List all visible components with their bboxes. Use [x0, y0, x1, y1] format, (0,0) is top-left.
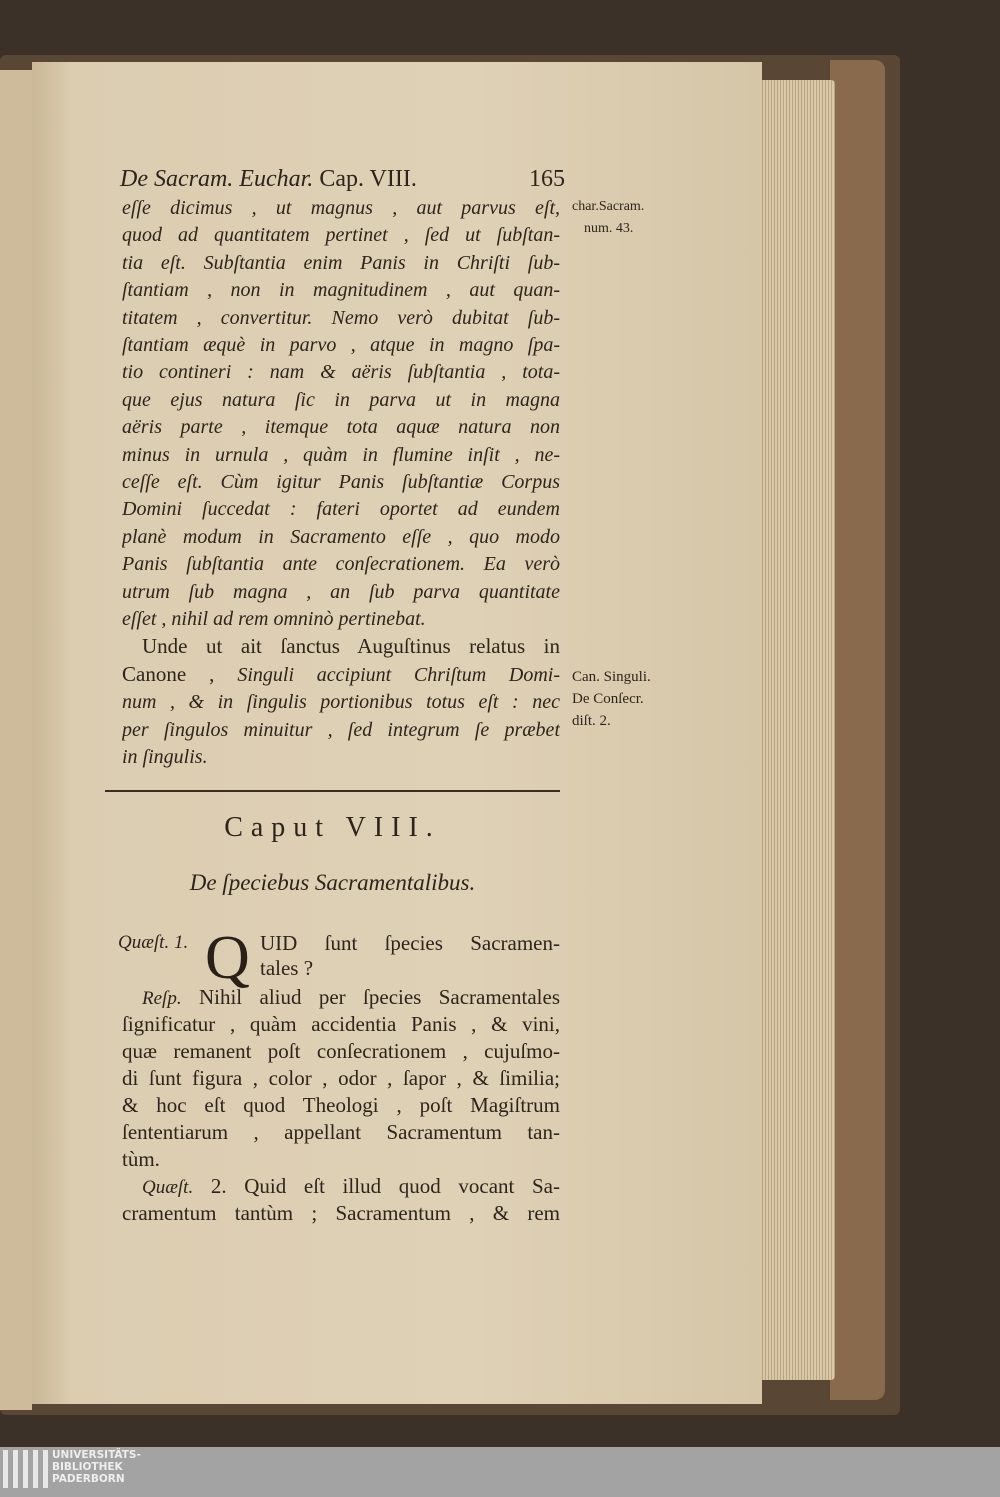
text-line: ceſſe eſt. Cùm igitur Panis ſubſtantiæ Corpus	[122, 471, 560, 493]
margin-note-2	[572, 666, 651, 732]
drop-cap: Q	[205, 924, 250, 992]
chapter-heading: Caput VIII.	[224, 812, 441, 843]
text-line	[122, 662, 560, 687]
text-line: ſtantiam , non in magnitudinem , aut quan-	[122, 279, 560, 302]
book-spine-edge	[830, 60, 885, 1400]
roman-text: Unde ut ait ſanctus Auguſtinus relatus in	[142, 634, 560, 659]
italic-text: num , & in ſingulis portionibus totus eſt : nec	[122, 691, 560, 714]
text-line	[142, 634, 560, 658]
text-line: utrum ſub magna , an ſub parva quantitate	[122, 580, 560, 603]
roman-text: quæ remanent poſt conſecrationem , cujuſmo-	[122, 1039, 560, 1063]
text-line	[122, 1120, 560, 1146]
text-line: ſtantiam æquè in parvo , atque in magno ſpa-	[122, 334, 560, 356]
library-logo-text	[52, 1449, 141, 1485]
roman-text: di ſunt figura , color , odor , ſapor , & ſimilia;	[122, 1066, 560, 1090]
italic-text: Singuli accipiunt Chriſtum Domi-	[237, 663, 560, 686]
margin-note-line: diſt. 2.	[572, 713, 611, 729]
text-line	[122, 1093, 560, 1119]
section-rule	[105, 790, 560, 792]
text-line: tio contineri : nam & aëris ſubſtantia , tota-	[122, 361, 560, 384]
roman-text: ſignificatur , quàm accidentia Panis , & vini,	[122, 1012, 560, 1036]
roman-text: ſententiarum , appellant Sacramentum tan-	[122, 1120, 560, 1144]
roman-text: & hoc eſt quod Theologi , poſt Magiſtrum	[122, 1093, 560, 1117]
question-text: tales ?	[260, 956, 314, 980]
text-line	[122, 1066, 560, 1092]
text-line	[122, 744, 560, 769]
text-line: eſſet , nihil ad rem omninò pertinebat.	[122, 608, 426, 630]
logo-line: UNIVERSITÄTS-	[52, 1449, 141, 1461]
margin-note-line: num. 43.	[584, 221, 634, 236]
text-line: tia eſt. Subſtantia enim Panis in Chriſti ſub-	[122, 251, 560, 274]
running-title: De Sacram. Euchar.	[120, 166, 314, 192]
roman-text: Canone ,	[122, 661, 238, 686]
text-line	[122, 689, 560, 714]
logo-line: BIBLIOTHEK	[52, 1461, 123, 1473]
italic-text: per ſingulos minuitur , ſed integrum ſe præbet	[122, 718, 560, 741]
page-edges	[757, 80, 835, 1380]
text-line: planè modum in Sacramento eſſe , quo modo	[122, 525, 560, 548]
question-label: Quæſt. 1.	[118, 932, 189, 953]
label-text: Reſp.	[142, 988, 182, 1009]
text-line: Panis ſubſtantia ante conſecrationem. Ea verò	[122, 553, 560, 576]
text-line	[142, 1174, 560, 1200]
text-line	[122, 1201, 560, 1227]
library-logo-icon	[3, 1450, 48, 1488]
text-line: quod ad quantitatem pertinet , ſed ut ſubſtan-	[122, 224, 560, 247]
logo-line: PADERBORN	[52, 1473, 125, 1485]
text-line	[142, 985, 560, 1011]
text-line: minus in urnula , quàm in flumine inſit , ne-	[122, 443, 560, 466]
chapter-subtitle: De ſpeciebus Sacramentalibus.	[189, 870, 476, 895]
text-line	[122, 1039, 560, 1065]
italic-text: in ſingulis.	[122, 746, 208, 768]
margin-note-line: char.Sacram.	[572, 199, 645, 214]
margin-note-1	[572, 196, 644, 240]
page-number: 165	[529, 166, 565, 192]
text-line: aëris parte , itemque tota aquæ natura non	[122, 416, 560, 439]
roman-text: tùm.	[122, 1147, 160, 1171]
running-header	[120, 166, 565, 193]
margin-note-line: Can. Singuli.	[572, 669, 651, 685]
text-line	[122, 1012, 560, 1038]
text-line: que ejus natura ſic in parva ut in magna	[122, 388, 560, 411]
roman-text: cramentum tantùm ; Sacramentum , & rem	[122, 1201, 560, 1225]
chapter-ref: Cap. VIII.	[319, 166, 417, 192]
text-line: Domini ſuccedat : fateri oportet ad eundem	[122, 498, 560, 521]
label-text: Quæſt.	[142, 1177, 194, 1198]
roman-text: Nihil aliud per ſpecies Sacramentales	[198, 985, 560, 1009]
facing-page	[0, 70, 32, 1410]
text-line: eſſe dicimus , ut magnus , aut parvus eſt,	[122, 197, 560, 219]
library-footer	[0, 1447, 1000, 1497]
question-text: UID ſunt ſpecies Sacramen-	[260, 931, 560, 955]
text-line	[122, 1147, 560, 1173]
text-line	[122, 717, 560, 742]
text-line: titatem , convertitur. Nemo verò dubitat ſub-	[122, 306, 560, 329]
roman-text: 2. Quid eſt illud quod vocant Sa-	[210, 1174, 560, 1198]
margin-note-line: De Conſecr.	[572, 691, 644, 707]
